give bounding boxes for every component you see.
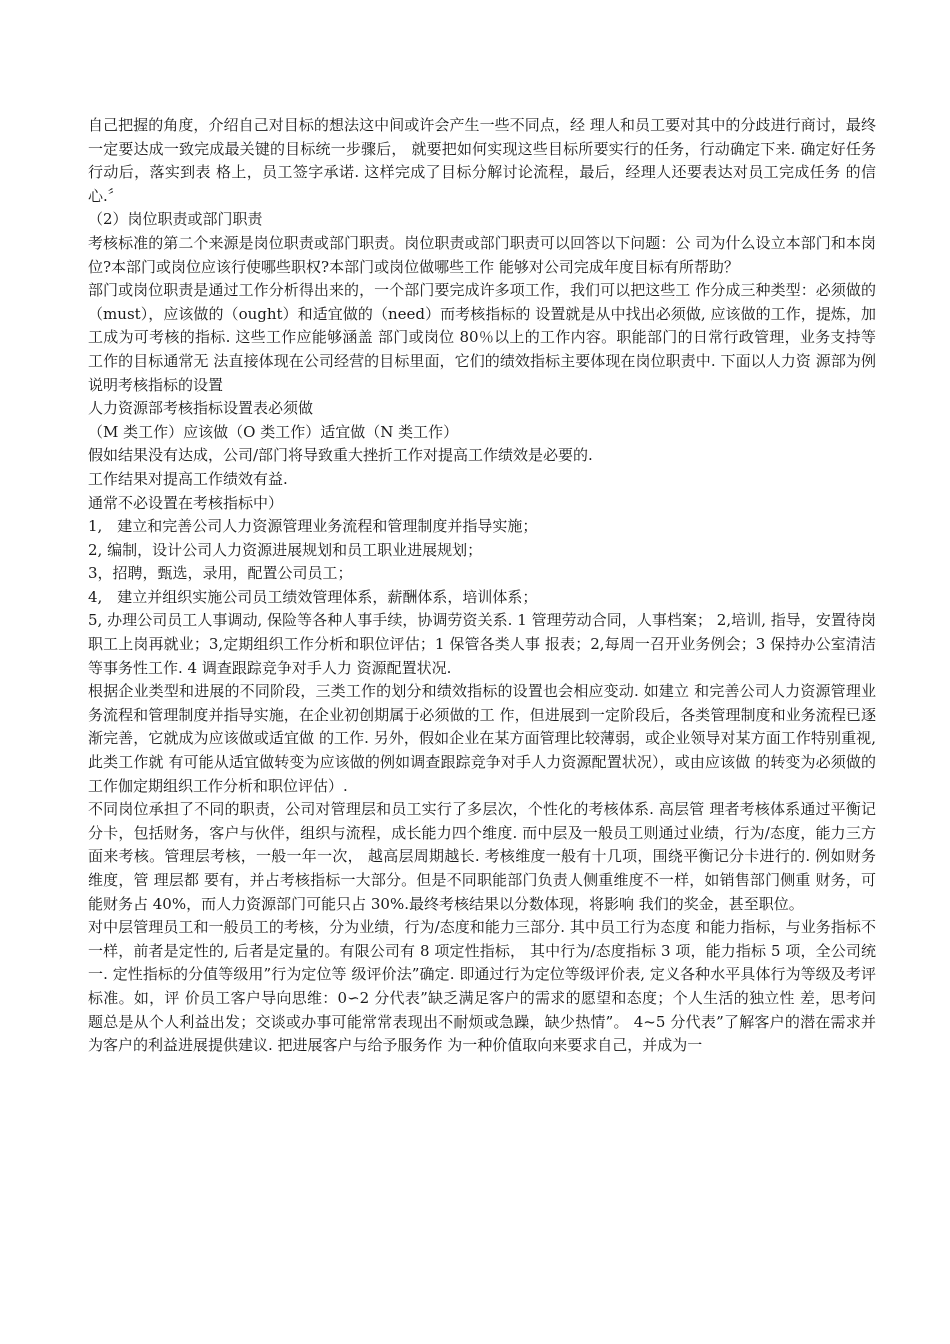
list-item-3: 3，招聘，甄选，录用，配置公司员工；	[88, 564, 353, 583]
paragraph-goal-discussion: 自己把握的角度，介绍自己对目标的想法这中间或许会产生一些不同点，经 理人和员工要对其中的分歧进行商讨，最终一定要达成一致完成最关键的目标统一步骤后， 就要把如何实现这些目标所要实行的任务，行动确定下来. 确定好任务行动后，落实到表 格上，员工签字承诺. 这样完成了目标分解讨论流程，最后，经理人还要表达对员工完成任务 的信心.〞	[88, 116, 876, 205]
paragraph-stage-changes: 根据企业类型和进展的不同阶段，三类工作的划分和绩效指标的设置也会相应变动. 如建立 和完善公司人力资源管理业务流程和管理制度并指导实施，在企业初创期属于必须做的工 作，但进展到一定阶段后，各类管理制度和业务流程已逐渐完善，它就成为应该做或适宜做 的工作. 另外，假如企业在某方面管理比较薄弱，或企业领导对某方面工作特别重视, 此类工作就 有可能从适宜做转变为应该做的例如调查跟踪竞争对手人力资源配置状况），或由应该做 的转变为必须做的工作伽定期组织工作分析和职位评估）.	[88, 682, 876, 795]
paragraph-middle-staff-assessment: 对中层管理员工和一般员工的考核，分为业绩，行为/态度和能力三部分. 其中员工行为态度 和能力指标，与业务指标不一样，前者是定性的, 后者是定量的。有限公司有 8 项定性指标， 其中行为/态度指标 3 项，能力指标 5 项，全公司统一. 定性指标的分值等级用”行为定位等 级评价法”确定. 即通过行为定位等级评价表, 定义各种水平具体行为等级及考评标准。如，评 价员工客户导向思维：0∽2 分代表”缺乏满足客户的需求的愿望和态度；个人生活的独立性 差，思考问题总是从个人利益出发；交谈或办事可能常常表现出不耐烦或急躁，缺少热情”。 4~5 分代表”了解客户的潜在需求并为客户的利益进展提供建议. 把进展客户与给予服务作 为一种价值取向来要求自己，并成为一	[88, 918, 876, 1055]
table-note-ought: 工作结果对提高工作绩效有益.	[88, 469, 288, 488]
list-item-5: 5, 办理公司员工人事调动, 保险等各种人事手续，协调劳资关系. 1 管理劳动合同，人事档案； 2,培训, 指导，安置待岗职工上岗再就业；3,定期组织工作分析和职位评估；1 保管各类人事 报表；2,每周一召开业务例会；3 保持办公室清洁等事务性工作. 4 调查跟踪竞争对手人力 资源配置状况.	[88, 611, 876, 677]
paragraph-source-two: 考核标准的第二个来源是岗位职责或部门职责。岗位职责或部门职责可以回答以下问题：公 司为什么设立本部门和本岗位?本部门或岗位应该行使哪些职权?本部门或岗位做哪些工作 能够对公司完成年度目标有所帮助？	[88, 233, 876, 276]
table-title-hr-indicators: 人力资源部考核指标设置表必须做	[88, 399, 314, 418]
paragraph-job-analysis: 部门或岗位职责是通过工作分析得出来的，一个部门要完成许多项工作，我们可以把这些工 作分成三种类型：必须做的（must），应该做的（ought）和适宜做的（need）而考核指标的 设置就是从中找出必须做, 应该做的工作，提炼，加工成为可考核的指标. 这些工作应能够涵盖 部门或岗位 80％以上的工作内容。职能部门的日常行政管理，业务支持等工作的目标通常无 法直接体现在公司经营的目标里面，它们的绩效指标主要体现在岗位职责中. 下面以人力资 源部为例说明考核指标的设置	[88, 281, 876, 394]
table-note-need: 通常不必设置在考核指标中）	[88, 493, 284, 512]
list-item-1: 1, 建立和完善公司人力资源管理业务流程和管理制度并指导实施；	[88, 517, 538, 536]
section-heading-job-duties: （2）岗位职责或部门职责	[88, 210, 263, 229]
table-note-must: 假如结果没有达成，公司/部门将导致重大挫折工作对提高工作绩效是必要的.	[88, 446, 593, 465]
list-item-4: 4, 建立并组织实施公司员工绩效管理体系，薪酬体系，培训体系；	[88, 587, 538, 606]
document-page	[88, 114, 876, 1058]
table-header-work-types: （M 类工作）应该做（O 类工作）适宜做（N 类工作）	[88, 422, 459, 441]
list-item-2: 2, 编制，设计公司人力资源进展规划和员工职业进展规划；	[88, 540, 483, 559]
paragraph-multi-level-assessment: 不同岗位承担了不同的职责，公司对管理层和员工实行了多层次，个性化的考核体系. 高层管 理者考核体系通过平衡记分卡，包括财务，客户与伙伴，组织与流程，成长能力四个维度. 而中层及一般员工则通过业绩，行为/态度，能力三方面来考核。管理层考核，一般一年一次， 越高层周期越长. 考核维度一般有十几项，围绕平衡记分卡进行的. 例如财务维度，管 理层都 要有，并占考核指标一大部分。但是不同职能部门负责人侧重维度不一样，如销售部门侧重 财务，可能财务占 40%，而人力资源部门可能只占 30%.最终考核结果以分数体现，将影响 我们的奖金，甚至职位。	[88, 800, 876, 913]
